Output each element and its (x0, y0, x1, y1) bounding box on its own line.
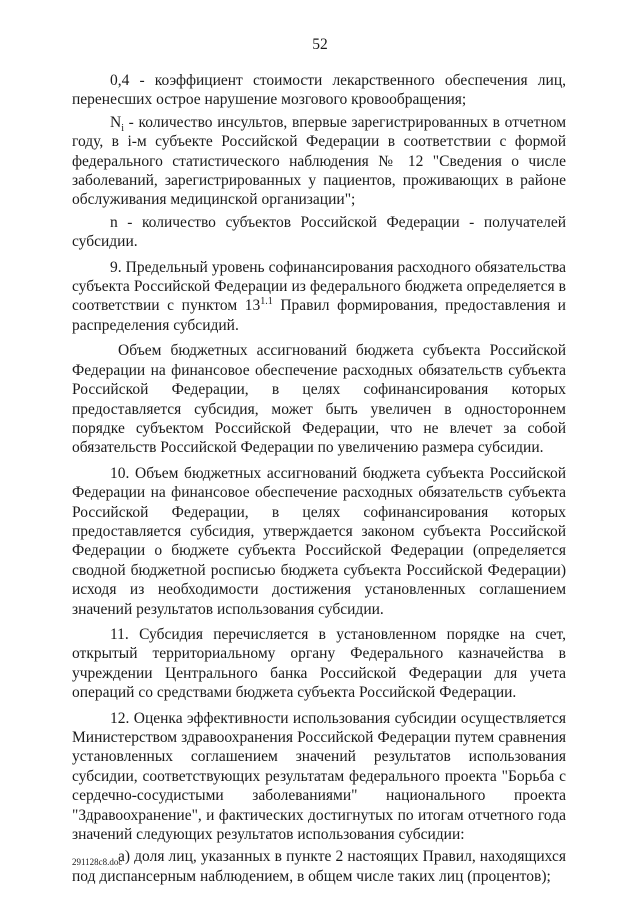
paragraph-coefficient: 0,4 - коэффициент стоимости лекарственного обеспечения лиц, перенесших острое нарушение мозгового кровообращения; (72, 72, 566, 109)
ni-subscript: i (121, 122, 124, 134)
clause-9-text-b: Правил формирования, предоставления и распределения субсидий. (72, 297, 566, 334)
document-body (72, 71, 566, 886)
paragraph-clause-10: 10. Объем бюджетных ассигнований бюджета субъекта Российской Федерации на финансовое обеспечение расходных обязательств субъекта Российской Федерации, в целях софинансирования которых предоставляется субсидия, утверждается законом субъекта Российской Федерации о бюджете субъекта Российской Федерации (определяется сводной бюджетной росписью бюджета субъекта Российской Федерации) исходя из необходимости достижения установленных соглашением значений результатов использования субсидии. (72, 464, 566, 618)
paragraph-item-a: а) доля лиц, указанных в пункте 2 настоящих Правил, находящихся под диспансерным наблюдением, в общем числе таких лиц (процентов); (72, 848, 566, 885)
clause-9-superscript: 1.1 (260, 296, 273, 308)
paragraph-clause-9 (72, 258, 566, 336)
page-number: 52 (312, 36, 328, 53)
paragraph-clause-11: 11. Субсидия перечисляется в установленном порядке на счет, открытый территориальному органу Федерального казначейства в учреждении Центрального банка Российской Федерации для учета операций со средствами бюджета субъекта Российской Федерации. (72, 625, 566, 702)
paragraph-budget-volume: Объем бюджетных ассигнований бюджета субъекта Российской Федерации на финансовое обеспечение расходных обязательств субъекта Российской Федерации, в целях софинансирования которых предоставляется субсидия, может быть увеличен в одностороннем порядке субъектом Российской Федерации, что не влечет за собой обязательств Российской Федерации по увеличению размера субсидии. (72, 342, 566, 457)
paragraph-ni-definition (72, 113, 566, 210)
document-file-code: 291128c8.doc (72, 857, 123, 867)
paragraph-clause-12: 12. Оценка эффективности использования субсидии осуществляется Министерством здравоохранения Российской Федерации путем сравнения установленных соглашением значений результатов использования субсидии, соответствующих результатам федерального проекта "Борьба с сердечно-сосудистыми заболеваниями" национального проекта "Здравоохранение", и фактических достигнутых по итогам отчетного года значений следующих результатов использования субсидии: (72, 709, 566, 844)
paragraph-n-definition: n - количество субъектов Российской Федерации - получателей субсидии. (72, 213, 566, 251)
ni-definition-text: - количество инсультов, впервые зарегистрированных в отчетном году, в i-м субъекте Российской Федерации в соответствии с формой федерального статистического наблюдения № 12 "Сведения о числе заболеваний, зарегистрированных у пациентов, проживающих в районе обслуживания медицинской организации"; (72, 113, 566, 209)
ni-symbol: N (110, 113, 122, 131)
clause-9-text-a: 9. Предельный уровень софинансирования расходного обязательства субъекта Российской Федерации из федерального бюджета определяется в соответствии с пунктом 13 (72, 258, 566, 315)
